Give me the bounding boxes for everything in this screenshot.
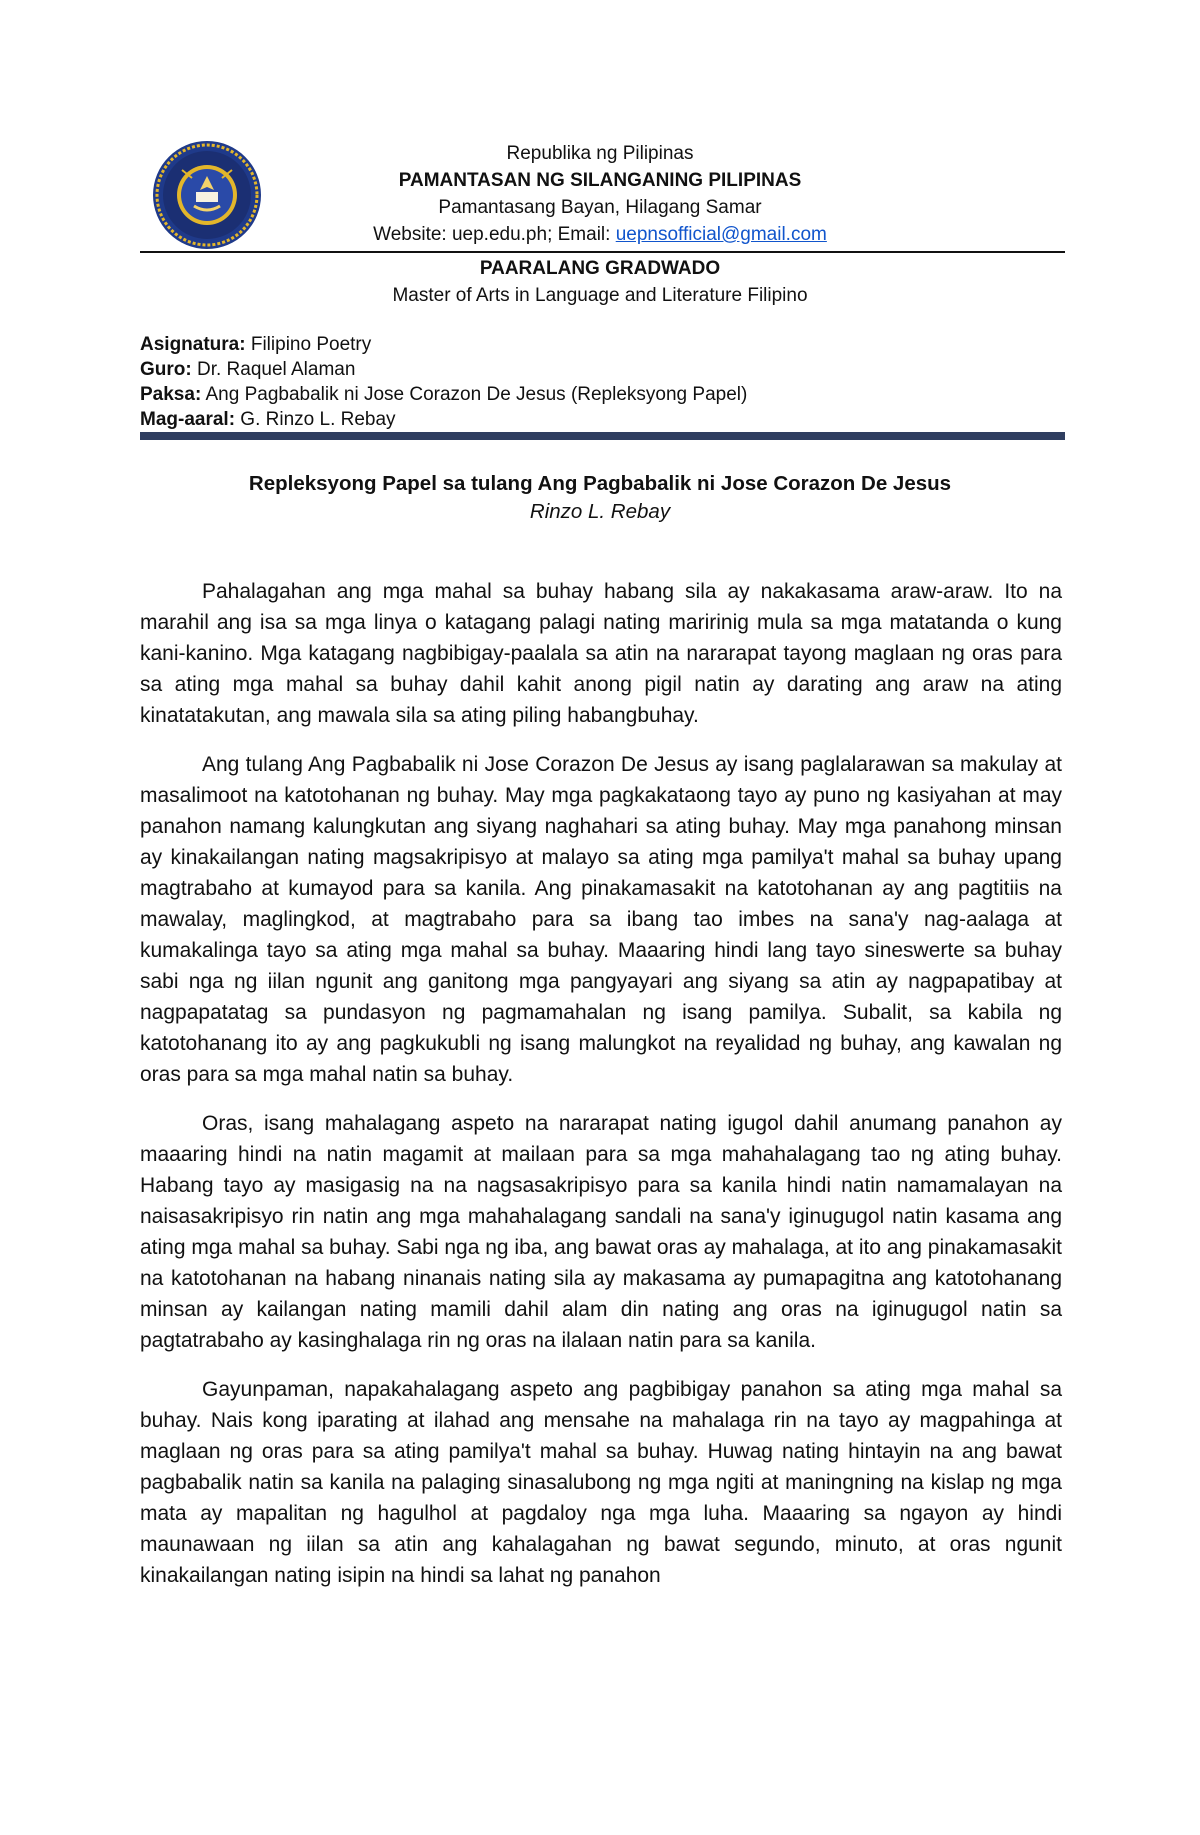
paragraph: Oras, isang mahalagang aspeto na nararapat nating igugol dahil anumang panahon ay maaaring hindi na natin magamit at mailaan para sa mga mahahalagang tao ng ating buhay. Habang tayo ay masigasig na na nagsasakripisyo para sa kanila hindi natin namamalayan na naisasakripisyo rin natin ang mga mahahalagang sandali na sana'y iginugugol natin kasama ang ating mga mahal sa buhay. Sabi nga ng iba, ang bawat oras ay mahalaga, at ito ang pinakamasakit na katotohanan na habang ninanais nating sila ay makasama ay pumapagitna ang katotohanang minsan ay kailangan nating mamili dahil alam din nating ang oras na iginugugol natin sa pagtatrabaho ay kasinghalaga rin ng oras na ilalaan natin para sa kanila. xyxy=(140,1112,1062,1352)
school-name: PAARALANG GRADWADO xyxy=(479,258,721,279)
country-name: Republika ng Pilipinas xyxy=(506,143,694,164)
document-author: Rinzo L. Rebay xyxy=(529,500,671,523)
email-link[interactable]: uepnsofficial@gmail.com xyxy=(615,224,827,245)
meta-row-topic xyxy=(140,382,1060,407)
meta-value: Filipino Poetry xyxy=(245,334,372,355)
contact-line xyxy=(140,221,1060,248)
meta-value: Ang Pagbabalik ni Jose Corazon De Jesus (Repleksyong Papel) xyxy=(201,384,748,405)
accent-bar xyxy=(140,432,1065,440)
meta-label: Paksa: xyxy=(140,384,202,405)
document-title: Repleksyong Papel sa tulang Ang Pagbabalik ni Jose Corazon De Jesus xyxy=(248,472,952,495)
meta-value: G. Rinzo L. Rebay xyxy=(235,409,396,430)
meta-row-student xyxy=(140,407,1060,432)
paragraph: Ang tulang Ang Pagbabalik ni Jose Corazon De Jesus ay isang paglalarawan sa makulay at masalimoot na katotohanan ng buhay. May mga pagkakataong tayo ay puno ng kasiyahan at may panahon namang kalungkutan ang siyang naghahari sa ating buhay. May mga panahong minsan ay kinakailangan nating magsakripisyo at malayo sa ating mga pamilya't mahal sa buhay upang magtrabaho at kumayod para sa kanila. Ang pinakamasakit na katotohanan ay ang pagtitiis na mawalay, maglingkod, at magtrabaho para sa ibang tao imbes na sana'y nag-aalaga at kumakalinga tayo sa ating mga mahal sa buhay. Maaaring hindi lang tayo sineswerte sa buhay sabi nga ng iilan ngunit ang ganitong mga pangyayari ang siyang sa atin ay nagpapatibay at nagpapatatag sa pundasyon ng pagmamahalan ng isang pamilya. Subalit, sa kabila ng katotohanang ito ay ang pagkukubli ng isang malungkot na reyalidad ng buhay, ang kawalan ng oras para sa mga mahal natin sa buhay. xyxy=(140,753,1062,1086)
paragraph: Gayunpaman, napakahalagang aspeto ang pagbibigay panahon sa ating mga mahal sa buhay. Nais kong iparating at ilahad ang mensahe na mahalaga rin na tayo ay magpahinga at maglaan ng oras para sa ating pamilya't mahal sa buhay. Huwag nating hintayin na ang bawat pagbabalik natin sa kanila na palaging sinasalubong ng mga ngiti at maningning na kislap ng mga mata ay mapalitan ng hagulhol at pagdaloy nga mga luha. Maaaring sa ngayon ay hindi maunawaan ng iilan sa atin ang kahalagahan ng bawat segundo, minuto, at oras ngunit kinakailangan nating isipin na hindi sa lahat ng panahon xyxy=(140,1378,1062,1587)
university-address: Pamantasang Bayan, Hilagang Samar xyxy=(438,197,762,218)
title-block xyxy=(140,470,1060,526)
meta-row-subject xyxy=(140,332,1060,357)
program-name: Master of Arts in Language and Literature Filipino xyxy=(392,285,808,306)
header-divider xyxy=(140,251,1065,253)
meta-label: Guro: xyxy=(140,359,192,380)
document-body xyxy=(140,576,1062,1609)
course-info xyxy=(140,332,1060,432)
meta-value: Dr. Raquel Alaman xyxy=(191,359,356,380)
paragraph: Pahalagahan ang mga mahal sa buhay habang sila ay nakakasama araw-araw. Ito na marahil ang isa sa mga linya o katagang palagi nating maririnig mula sa mga matatanda o kung kani-kanino. Mga katagang nagbibigay-paalala sa atin na nararapat tayong maglaan ng oras para sa ating mga mahal sa buhay dahil kahit anong pigil natin ay darating ang araw na ating kinatatakutan, ang mawala sila sa ating piling habangbuhay. xyxy=(140,580,1062,727)
university-name: PAMANTASAN NG SILANGANING PILIPINAS xyxy=(398,170,802,191)
contact-prefix: Website: uep.edu.ph; Email: xyxy=(373,224,616,245)
school-block xyxy=(140,255,1060,309)
meta-label: Mag-aaral: xyxy=(140,409,236,430)
letterhead xyxy=(140,140,1060,248)
meta-label: Asignatura: xyxy=(140,334,246,355)
meta-row-teacher xyxy=(140,357,1060,382)
